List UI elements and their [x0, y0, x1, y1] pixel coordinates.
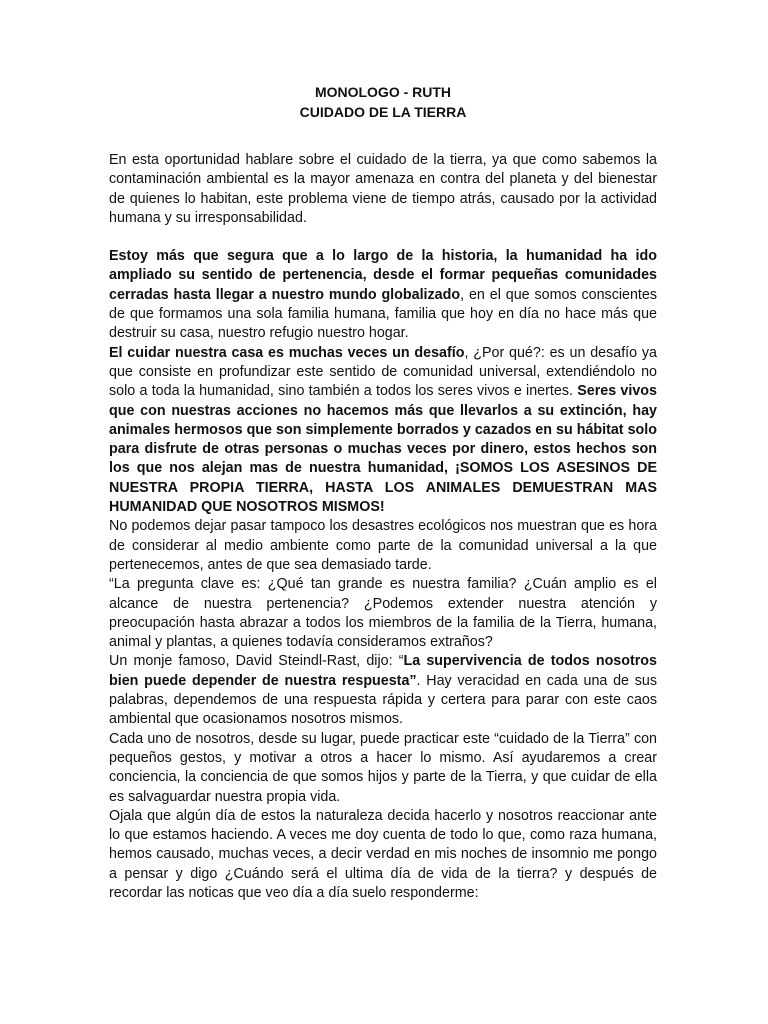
paragraph-4 — [109, 517, 657, 575]
paragraph-2 — [109, 247, 657, 343]
paragraph-bold-text: Seres vivos que con nuestras acciones no hacemos más que llevarlos a su extinción, hay animales hermosos que son simplemente borrados y cazados en su hábitat solo para disfrute de otras personas o muchas veces por dinero, estos hechos son los que nos alejan mas de nuestra humanidad, ¡SOMOS LOS ASESINOS DE NUESTRA PROPIA TIERRA, HASTA LOS ANIMALES DEMUESTRAN MAS HUMANIDAD QUE NOSOTROS MISMOS! — [109, 383, 657, 516]
paragraph-bold-text: La supervivencia de todos nosotros bien puede depender de nuestra respuesta” — [109, 653, 657, 689]
paragraph-3 — [109, 344, 657, 518]
title-block — [109, 82, 657, 122]
paragraph-text: No podemos dejar pasar tampoco los desastres ecológicos nos muestran que es hora de considerar al medio ambiente como parte de la comunidad universal a la que pertenecemos, antes de que sea demasiado tarde. — [109, 518, 657, 573]
paragraph-5 — [109, 575, 657, 652]
paragraph-8 — [109, 807, 657, 903]
paragraph-text: , en el que somos conscientes de que formamos una sola familia humana, familia que hoy en día no hace más que destruir su casa, nuestro refugio nuestro hogar. — [109, 286, 657, 342]
paragraph-text: En esta oportunidad hablare sobre el cuidado de la tierra, ya que como sabemos la contaminación ambiental es la mayor amenaza en contra del planeta y del bienestar de quienes lo habitan, este problema viene de tiempo atrás, causado por la actividad humana y su irresponsabilidad. — [109, 152, 657, 226]
paragraph-6 — [109, 652, 657, 729]
paragraph-text: Un monje famoso, David Steindl-Rast, dijo: “ — [109, 653, 404, 670]
paragraph-text: Cada uno de nosotros, desde su lugar, puede practicar este “cuidado de la Tierra” con pequeños gestos, y motivar a otros a hacer lo mismo. Así ayudaremos a crear conciencia, la conciencia de que somos hijos y parte de la Tierra, y que cuidar de ella es salvaguardar nuestra propia vida. — [109, 730, 657, 805]
paragraph-text: . Hay veracidad en cada una de sus palabras, dependemos de una respuesta rápida y certera para parar con este caos ambiental que ocasionamos nosotros mismos. — [109, 672, 657, 728]
document-title: MONOLOGO - RUTH — [314, 84, 452, 100]
paragraph-7 — [109, 730, 657, 807]
paragraph-text: “La pregunta clave es: ¿Qué tan grande es nuestra familia? ¿Cuán amplio es el alcance de nuestra pertenencia? ¿Podemos extender nuestra atención y preocupación hasta abrazar a todos los miembros de la familia de la Tierra, humana, animal y plantas, a quienes todavía consideramos extraños? — [109, 576, 657, 651]
document-page — [109, 82, 657, 903]
paragraph-text: , ¿Por qué?: es un desafío ya que consiste en profundizar este sentido de comunidad universal, extendiéndolo no solo a toda la humanidad, sino también a todos los seres vivos e inertes. — [109, 344, 657, 400]
paragraph-bold-text: Estoy más que segura que a lo largo de la historia, la humanidad ha ido ampliado su sentido de pertenencia, desde el formar pequeñas comunidades cerradas hasta llegar a nuestro mundo globalizado — [109, 248, 657, 303]
paragraph-1 — [109, 151, 657, 228]
document-subtitle: CUIDADO DE LA TIERRA — [299, 104, 467, 120]
paragraph-bold-text: El cuidar nuestra casa es muchas veces un desafío — [109, 344, 465, 361]
paragraph-text: Ojala que algún día de estos la naturaleza decida hacerlo y nosotros reaccionar ante lo que estamos haciendo. A veces me doy cuenta de todo lo que, como raza humana, hemos causado, muchas veces, a decir verdad en mis noches de insomnio me pongo a pensar y digo ¿Cuándo será el ultima día de vida de la tierra? y después de recordar las noticas que veo día a día suelo responderme: — [109, 807, 657, 901]
